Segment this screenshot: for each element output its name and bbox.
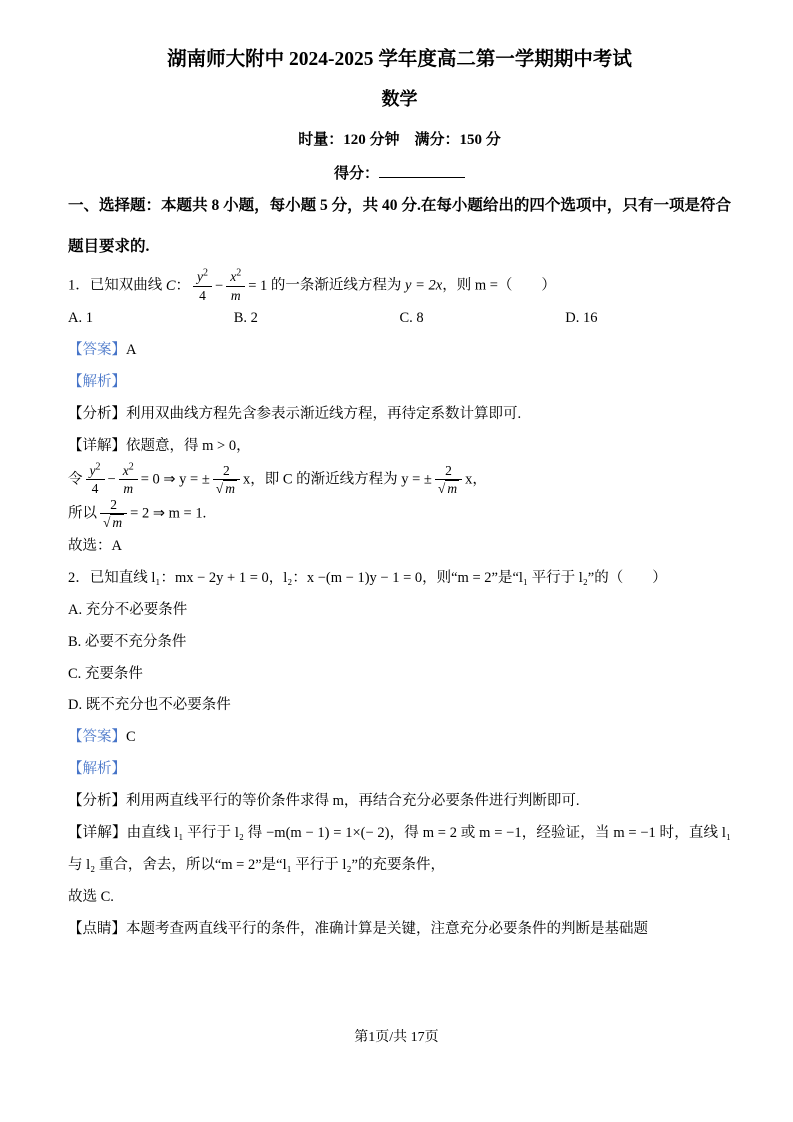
sqrt-sign: √ (103, 515, 111, 531)
q2-conclusion: 故选 C. (68, 888, 114, 905)
sqrt-sign: √ (437, 481, 446, 497)
page-number: 第1页/共 17页 (354, 1030, 439, 1045)
q1-ling-mid1: = 0 ⇒ y = ± (140, 471, 210, 488)
question-1-stem (68, 269, 731, 303)
q2-option-c: C. 充要条件 (68, 665, 143, 682)
q1-asymptote-equation: y = 2x (405, 277, 443, 294)
q2-jiexi-label: 【解析】 (68, 761, 126, 778)
q1-stem-prefix: 1．已知双曲线 (68, 277, 163, 294)
q1-ling-lead: 令 (68, 471, 83, 488)
score-blank (379, 163, 465, 178)
q1-curve-label: C (165, 277, 176, 294)
q1-colon: ： (175, 277, 191, 294)
q1-conclusion: 故选：A (68, 537, 122, 554)
q2-answer-label: 【答案】 (68, 729, 126, 746)
q1-ling-tail: x， (465, 471, 487, 488)
q1-option-b: B. 2 (233, 310, 258, 327)
q2-option-b: B. 必要不充分条件 (68, 633, 187, 650)
fraction-y2-over-4: $\frac{y^2}{4}$ (193, 269, 212, 303)
q2-answer-line (68, 722, 731, 754)
q1-fenxi: 【分析】利用双曲线方程先含参表示渐近线方程，再待定系数计算即可. (68, 406, 522, 423)
q1-stem-suffix: ，则 m =（ ） (442, 277, 556, 294)
exam-title: 湖南师大附中 2024-2025 学年度高二第一学期期中考试 (167, 49, 632, 70)
question-2-stem: 2．已知直线 l₁：mx − 2y + 1 = 0，l₂：x −(m − 1)y − 1 = 0，则“m = 2”是“l₁ 平行于 l₂”的（ ） (68, 569, 667, 586)
q1-jiexi-label: 【解析】 (68, 374, 126, 391)
q1-options (68, 303, 731, 335)
q1-suoyi-tail: = 2 ⇒ m = 1. (130, 505, 207, 522)
q2-fenxi: 【分析】利用两直线平行的等价条件求得 m，再结合充分必要条件进行判断即可. (68, 793, 580, 810)
q2-option-a: A. 充分不必要条件 (68, 601, 188, 618)
q1-option-d: D. 16 (565, 310, 598, 327)
q2-jiexi-line (68, 754, 731, 786)
fraction-2-over-sqrt-m: $\frac{2}{√ m}$ (213, 463, 240, 497)
q1-stem-mid: 的一条渐近线方程为 (270, 277, 402, 294)
q1-xiangjie: 【详解】依题意，得 m > 0， (68, 438, 251, 455)
q1-derivation-line-1 (68, 463, 731, 497)
section-1-header: 一、选择题：本题共 8 小题，每小题 5 分，共 40 分.在每小题给出的四个选项中，只有一项是符合题目要求的. (68, 197, 731, 256)
q1-answer-value: A (126, 342, 137, 359)
q2-answer-value: C (126, 729, 136, 746)
fraction-2-over-sqrt-m: $\frac{2}{√ m}$ (100, 497, 127, 531)
q1-answer-label: 【答案】 (68, 342, 126, 359)
minus-sign: − (215, 277, 224, 294)
fraction-y2-over-4: $\frac{y^2}{4}$ (86, 463, 105, 497)
q2-xiangjie: 【详解】由直线 l₁ 平行于 l₂ 得 −m(m − 1) = 1×(− 2)，得 m = 2 或 m = −1，经验证，当 m = −1 时，直线 l₁ 与 l₂ 重合，舍去，所以“m = 2”是“l₁ 平行于 l₂”的充要条件， (68, 824, 731, 873)
q1-suoyi-lead: 所以 (68, 505, 97, 522)
fraction-x2-over-m: $\frac{x^2}{m}$ (119, 463, 138, 497)
minus-sign: − (107, 471, 116, 488)
exam-subject: 数学 (381, 89, 418, 110)
q1-option-a: A. 1 (68, 310, 93, 327)
q1-ling-mid2: x，即 C 的渐近线方程为 y = ± (242, 471, 432, 488)
q1-equals-one: = 1 (248, 277, 268, 294)
q1-derivation-line-2 (68, 497, 731, 531)
q2-dianjing: 【点睛】本题考查两直线平行的条件，准确计算是关键，注意充分必要条件的判断是基础题 (68, 920, 648, 937)
q1-hyperbola-formula (165, 267, 268, 303)
q2-option-d: D. 既不充分也不必要条件 (68, 697, 231, 714)
exam-meta: 时量：120 分钟 满分：150 分 (298, 132, 501, 149)
score-line (68, 162, 731, 183)
q1-answer-line (68, 335, 731, 367)
score-label: 得分： (333, 166, 379, 183)
fraction-2-over-sqrt-m: $\frac{2}{√ m}$ (435, 463, 462, 497)
fraction-x2-over-m: $\frac{x^2}{m}$ (226, 269, 245, 303)
q1-jiexi-line (68, 367, 731, 399)
q1-option-c: C. 8 (399, 310, 424, 327)
sqrt-sign: √ (215, 481, 224, 497)
